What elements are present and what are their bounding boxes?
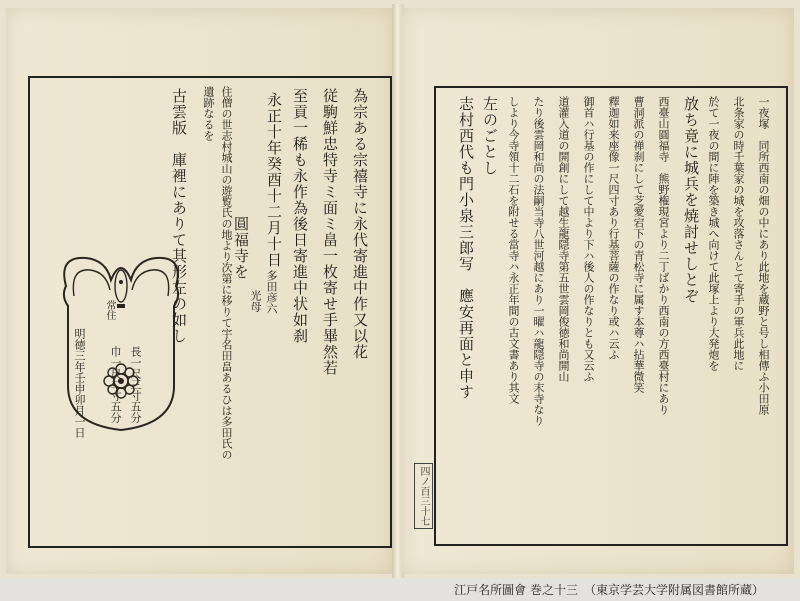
text-column: 於て一夜の間に陣を築き城へ向けて此塚上より大発炮を — [707, 96, 720, 371]
folio-number: 四ノ百三十七 — [414, 463, 433, 529]
text-column: 為宗ある宗禧寺に永代寄進中作又以花 — [351, 88, 369, 360]
text-column: 志村西代も門小泉三郎写 應安再面と申す — [457, 96, 475, 400]
text-column: 一夜塚 同所西南の畑の中にあり此地を蔵野と号し相傳ふ小田原 — [757, 96, 770, 415]
right-page — [402, 8, 794, 574]
dimension-length: 長一尺三寸五分 — [129, 346, 142, 423]
dimension-width: 巾一尺二寸五分 — [109, 346, 122, 423]
ornament-name: 常住 — [104, 300, 115, 320]
text-column: 放ち竟に城兵を焼討せしとぞ — [682, 96, 700, 304]
ornament-inscription: 明徳三年壬申卯月一日 — [73, 328, 86, 438]
text-column: 北条家の時千葉家の城を攻落さんとて寄手の軍兵此地に — [732, 96, 745, 371]
text-column: 古雲版 庫裡にありて其形左の如し — [170, 88, 188, 344]
left-page-frame — [28, 76, 392, 548]
text-column: 多田彦六 — [265, 270, 278, 314]
text-column: 永正十年癸酉十二月十日 — [265, 92, 283, 268]
text-column: 左のごとし — [481, 96, 499, 176]
text-column: 従駒鮮忠特寺ミ面ミ畠一枚寄せ手畢然若 — [321, 88, 339, 376]
right-page-frame — [434, 86, 788, 546]
left-page — [6, 8, 394, 574]
text-column: 道灌入道の開創にして越生龍隠寺第五世雲岡俊徳和尚開山 — [557, 96, 570, 382]
image-caption: 江戸名所圖會 巻之十三 （東京学芸大学附属図書館所蔵） — [454, 583, 764, 597]
text-column: 御首ハ行基の作にして中より下ハ後人の作なりとも又云ふ — [582, 96, 595, 382]
text-column: しより今寺領十二石を附せる當寺ハ永正年間の古文書あり其文 — [507, 96, 520, 404]
text-column: 圓福寺を — [232, 216, 250, 280]
text-column: 住僧の世志村城山の遊覧氏の地より次第に移りて宇名田畠あるひは多田氏の — [220, 86, 233, 460]
text-column: 西臺山圓福寺 熊野権現宮より二丁ばかり西南の方西臺村にあり — [657, 96, 670, 415]
text-column: 釋迦如来座像一尺四寸あり行基菩薩の作なり或ハ云ふ — [607, 96, 620, 360]
text-column: たり後雲岡和尚の法嗣当寺八世河越にあり一曜ハ龍隠寺の末寺なり — [532, 96, 545, 426]
text-column: 至貢一稀も永作為後日寄進中状如刹 — [291, 88, 309, 344]
text-column: 曹洞派の禅刹にして芝愛宕下の青松寺に属す本尊ハ拈華微笑 — [632, 96, 645, 393]
image-caption-bar — [0, 578, 800, 601]
text-column: 遺跡なるを — [202, 86, 215, 141]
text-column: 光母 — [249, 290, 262, 312]
